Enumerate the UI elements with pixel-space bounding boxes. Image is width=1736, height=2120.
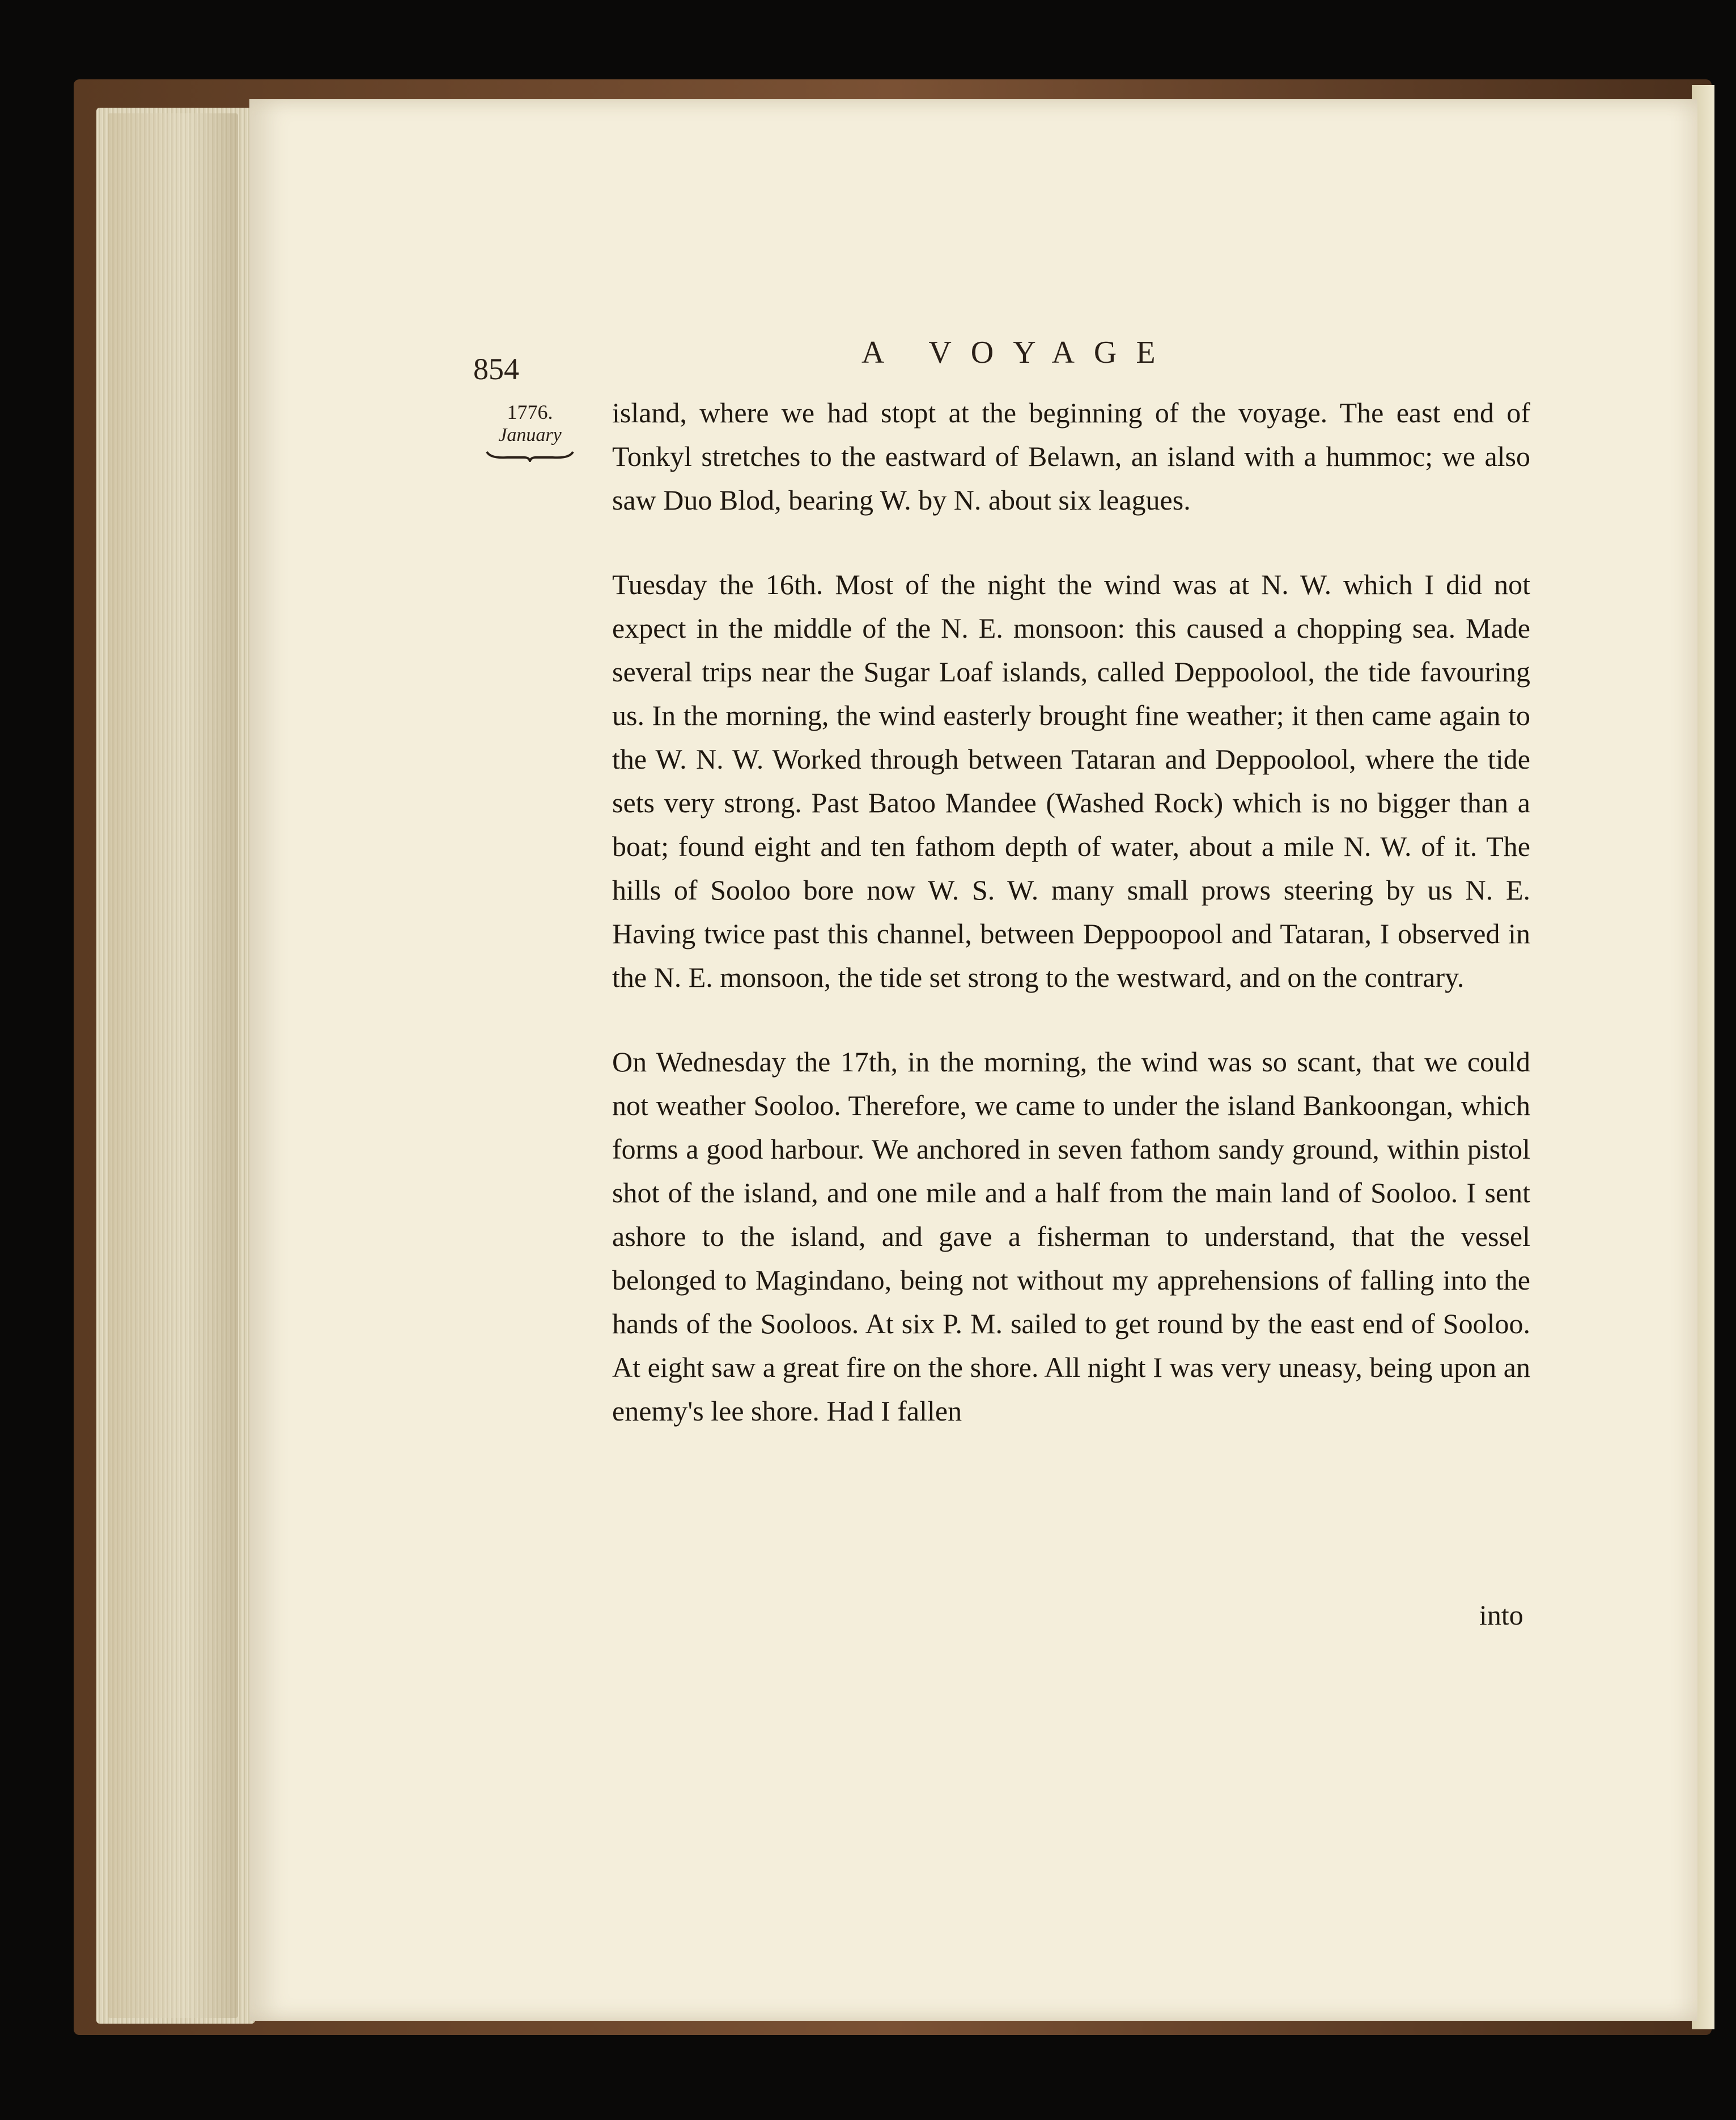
paragraph-3: On Wednesday the 17th, in the morning, the wind was so scant, that we could not weather Sooloo. Therefore, we came to under the island Bankoongan, which forms a good harbour. We anchored in seven fathom sandy ground, within pistol shot of the island, and one mile and a half from the main land of Sooloo. I sent ashore to the island, and gave a fisherman to understand, that the vessel belonged to Magindano, being not without my apprehensions of falling into the hands of the Sooloos. At six P. M. sailed to get round by the east end of Sooloo. At eight saw a great fire on the shore. All night I was very uneasy, being upon an enemy's lee shore. Had I fallen [612, 1046, 1530, 1427]
worn-page-edges [108, 113, 238, 2018]
paragraph-1: island, where we had stopt at the beginning of the voyage. The east end of Tonkyl stretches to the eastward of Belawn, an island with a hummoc; we also saw Duo Blod, bearing W. by N. about six leagues. [612, 397, 1530, 516]
catchword: into [1479, 1599, 1523, 1631]
paragraph-2: Tuesday the 16th. Most of the night the wind was at N. W. which I did not expect in the middle of the N. E. monsoon: this caused a chopping sea. Made several trips near the Sugar Loaf islands, called Deppoolool, the tide favouring us. In the morning, the wind easterly brought fine weather; it then came again to the W. N. W. Worked through between Tataran and Deppoolool, where the tide sets very strong. Past Batoo Mandee (Washed Rock) which is no bigger than a boat; found eight and ten fathom depth of water, about a mile N. W. of it. The hills of Sooloo bore now W. S. W. many small prows steering by us N. E. Having twice past this channel, between Deppoopool and Tataran, I observed in the N. E. monsoon, the tide set strong to the westward, and on the contrary. [612, 569, 1530, 993]
page-number: 854 [473, 352, 519, 386]
running-title: A VOYAGE [861, 335, 1175, 370]
margin-year: 1776. [507, 401, 553, 423]
margin-month: January [498, 425, 562, 446]
brace-ornament [485, 450, 575, 462]
margin-date-note [479, 400, 581, 465]
body-text [612, 391, 1530, 1474]
